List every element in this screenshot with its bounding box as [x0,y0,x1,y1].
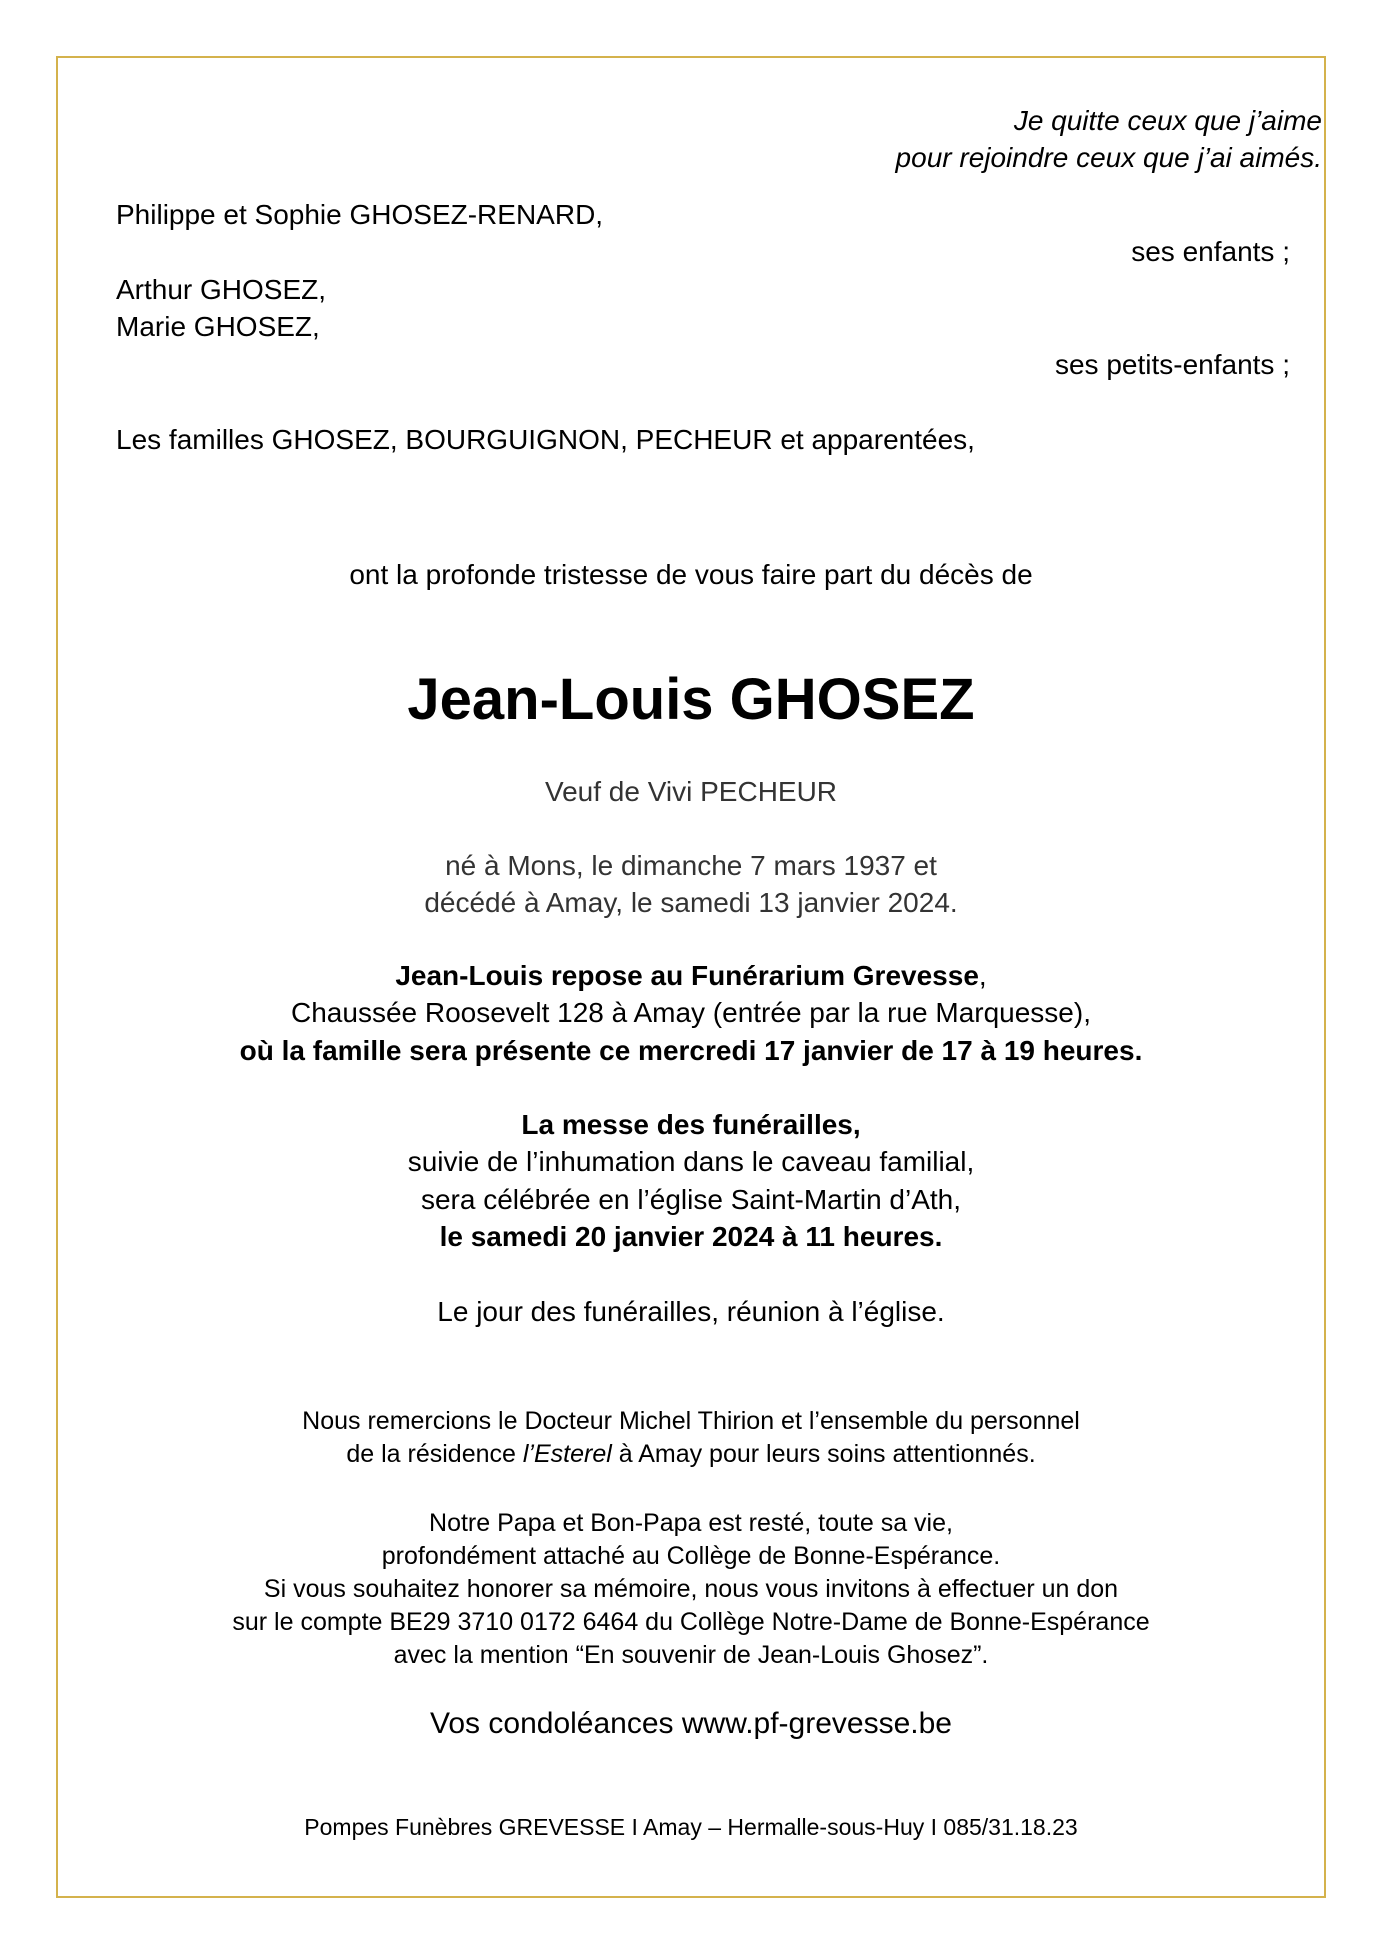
widower-line: Veuf de Vivi PECHEUR [544,776,838,807]
thanks-line-2-prefix: de la résidence [346,1440,523,1468]
families-line: Les familles GHOSEZ, BOURGUIGNON, PECHEUR et apparentées, [116,424,975,455]
deceased-name: Jean-Louis GHOSEZ [407,667,975,732]
grandchild-name: Marie GHOSEZ, [116,311,320,342]
grandchild-name: Arthur GHOSEZ, [116,274,327,305]
epigraph-line-2: pour rejoindre ceux que j’ai aimés. [895,142,1322,173]
funeral-line-3: sera célébrée en l’église Saint-Martin d’Ath, [420,1184,962,1215]
funeral-mass-title: La messe des funérailles, [521,1109,861,1140]
thanks-line-2-suffix: à Amay pour leurs soins attentionnés. [611,1440,1036,1468]
visitation-line-1 [56,962,1326,990]
visitation-location: Jean-Louis repose au Funérarium Grevesse [395,960,979,991]
epigraph-line-1: Je quitte ceux que j’aime [1013,105,1322,136]
condolences-link[interactable]: Vos condoléances www.pf-grevesse.be [430,1707,952,1740]
announcement: ont la profonde tristesse de vous faire part du décès de [349,559,1033,590]
birth-line: né à Mons, le dimanche 7 mars 1937 et [445,850,937,881]
grandchildren-label: ses petits-enfants ; [1054,349,1290,380]
thanks-line-2 [56,1442,1326,1467]
visitation-comma: , [978,960,987,991]
footer: Pompes Funèbres GREVESSE I Amay – Hermalle-sous-Huy I 085/31.18.23 [304,1814,1078,1840]
funeral-line-2: suivie de l’inhumation dans le caveau familial, [407,1146,975,1177]
residence-name: l’Esterel [522,1440,612,1468]
thanks-line-1: Nous remercions le Docteur Michel Thirion et l’ensemble du personnel [302,1407,1080,1435]
children-names: Philippe et Sophie GHOSEZ-RENARD, [116,199,604,230]
donation-account: sur le compte BE29 3710 0172 6464 du Collège Notre-Dame de Bonne-Espérance [232,1608,1150,1636]
funeral-meeting: Le jour des funérailles, réunion à l’église. [437,1296,945,1327]
donation-mention: avec la mention “En souvenir de Jean-Louis Ghosez”. [393,1641,989,1669]
visitation-schedule: où la famille sera présente ce mercredi 17 janvier de 17 à 19 heures. [239,1035,1143,1066]
death-line: décédé à Amay, le samedi 13 janvier 2024. [424,887,958,918]
donation-line-3: Si vous souhaitez honorer sa mémoire, nous vous invitons à effectuer un don [263,1575,1119,1603]
children-label: ses enfants ; [1131,236,1290,267]
funeral-date: le samedi 20 janvier 2024 à 11 heures. [439,1221,943,1252]
visitation-address: Chaussée Roosevelt 128 à Amay (entrée par la rue Marquesse), [291,997,1091,1028]
donation-line-2: profondément attaché au Collège de Bonne-Espérance. [381,1542,1001,1570]
donation-line-1: Notre Papa et Bon-Papa est resté, toute sa vie, [429,1509,953,1537]
